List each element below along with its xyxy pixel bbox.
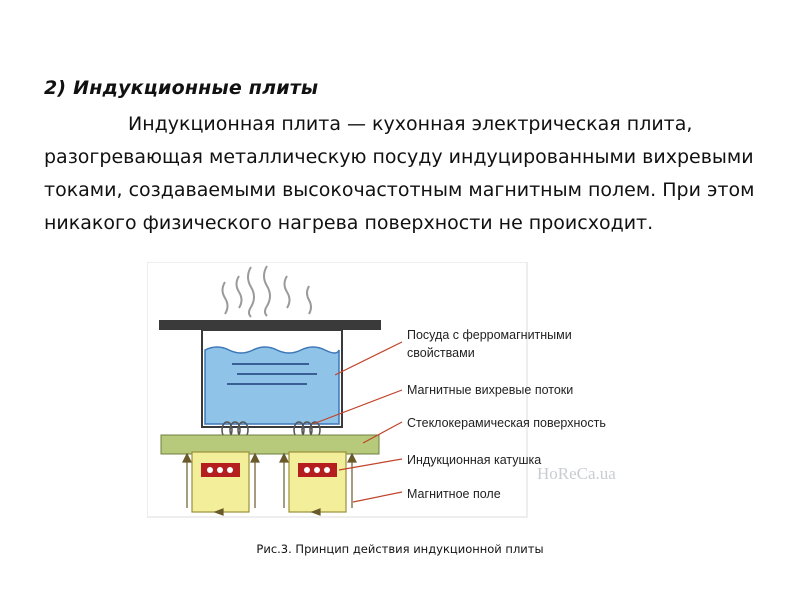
diagram-svg <box>147 262 647 522</box>
section-heading: 2) Индукционные плиты <box>44 77 319 99</box>
label-cookware-line1: Посуда с ферромагнитными <box>407 328 572 342</box>
glass-ceramic-surface <box>161 435 379 454</box>
coil-box-right <box>289 452 346 512</box>
section-paragraph <box>44 108 764 240</box>
figure-caption: Рис.3. Принцип действия индукционной плиты <box>256 542 544 556</box>
water-area <box>205 347 339 424</box>
paragraph-text: Индукционная плита — кухонная электрическая плита, разогревающая металлическую посуду индуцированными вихревыми токами, создаваемыми высокочастотным магнитным полем. При этом никакого физического нагрева поверхности не происходит. <box>44 113 755 234</box>
label-field: Магнитное поле <box>407 487 501 501</box>
pot-lid <box>159 320 381 330</box>
label-cookware-line2: свойствами <box>407 346 475 360</box>
induction-diagram <box>147 262 647 522</box>
label-surface: Стеклокерамическая поверхность <box>407 416 606 430</box>
label-eddy-flows: Магнитные вихревые потоки <box>407 383 574 397</box>
label-coil: Индукционная катушка <box>407 453 542 467</box>
coil-box-left <box>192 452 249 512</box>
watermark-logo: HoReCa.ua <box>537 464 616 483</box>
